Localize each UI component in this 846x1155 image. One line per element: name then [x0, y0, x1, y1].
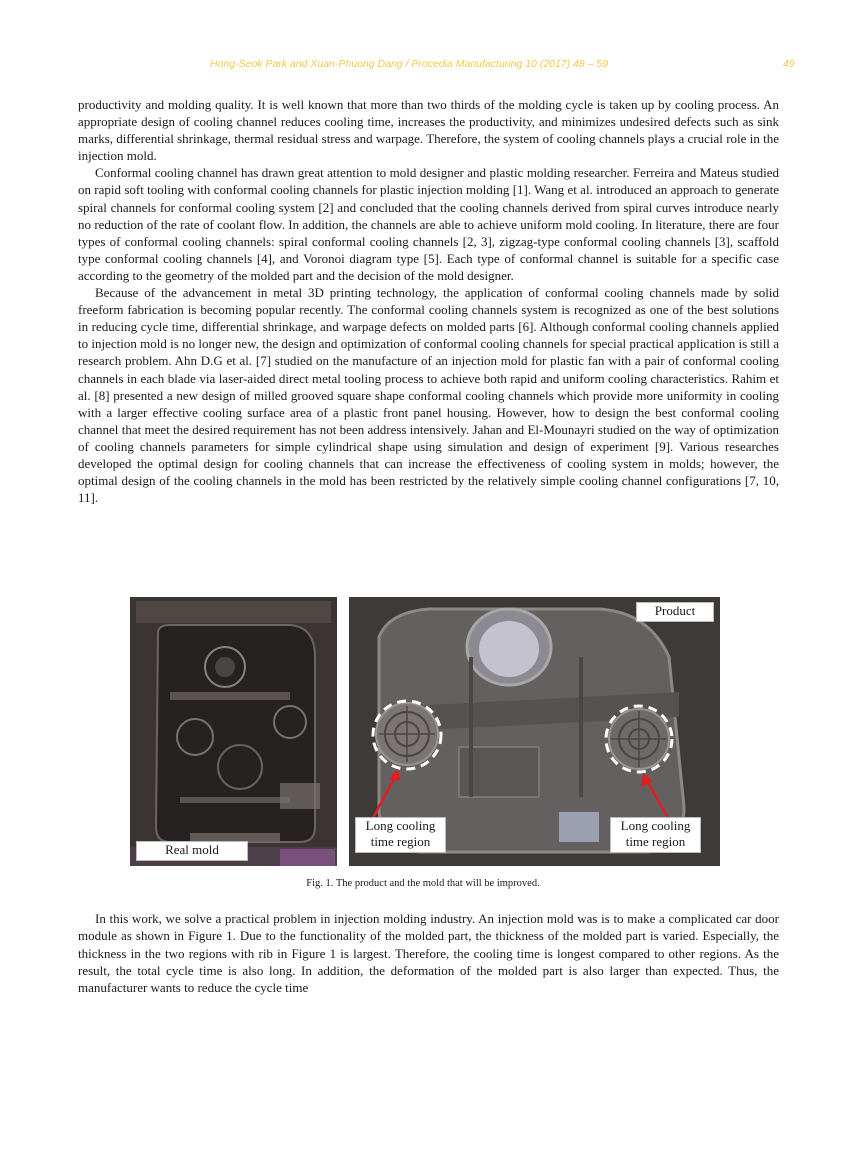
long-cooling-label-left	[355, 817, 446, 853]
highlight-circle-right	[606, 706, 672, 772]
paragraph: In this work, we solve a practical problem in injection molding industry. An injection mold was is to make a complicated car door module as shown in Figure 1. Due to the functionality of the molded part, the thickness of the molded part is varied. Especially, the thickness in the two regions with rib in Figure 1 is largest. Therefore, the cooling time is longest compared to other regions. As the result, the total cycle time is also long. In addition, the deformation of the molded part is also larger than expected. Thus, the manufacturer wants to reduce the cycle time	[78, 911, 779, 996]
journal-citation: Hong-Seok Park and Xuan-Phuong Dang / Procedia Manufacturing 10 (2017) 48 – 59	[210, 58, 609, 70]
body-text-top	[78, 96, 779, 506]
highlight-circle-left	[373, 701, 441, 769]
arrow-left-head	[389, 769, 401, 781]
long-cooling-label-right	[610, 817, 701, 853]
running-header	[0, 58, 846, 74]
real-mold-illustration	[130, 597, 337, 866]
arrow-left	[373, 773, 397, 818]
long-cooling-left-line-2: time region	[370, 834, 431, 849]
product-label: Product	[636, 602, 714, 622]
real-mold-label: Real mold	[136, 841, 248, 861]
long-cooling-left-line-1: Long cooling	[365, 818, 436, 833]
long-cooling-right-line-1: Long cooling	[620, 818, 691, 833]
paragraph: productivity and molding quality. It is well known that more than two thirds of the molding cycle is taken up by cooling process. An appropriate design of cooling channel reduces cooling time, increases the productivity, and minimizes undesired defects such as sink marks, differential shrinkage, thermal residual stress and warpage. Therefore, the system of cooling channels plays a crucial role in the injection mold.	[78, 97, 779, 164]
paragraph: Conformal cooling channel has drawn great attention to mold designer and plastic molding researcher. Ferreira and Mateus studied on rapid soft tooling with conformal cooling channels for plastic injection molding [1]. Wang et al. introduced an approach to generate spiral channels for conformal cooling system [2] and concluded that the cooling channels derived from spiral curves introduce nearly no reduction of the rate of coolant flow. In addition, the channels are able to achieve uniform mold cooling. In literature, there are four types of conformal cooling channels: spiral conformal cooling channels [2, 3], zigzag-type conformal cooling channels [3], scaffold type conformal cooling channels [4], and Voronoi diagram type [5]. Each type of conformal channel is suitable for a specific case according to the geometry of the molded part and the decision of the mold designer.	[78, 165, 779, 283]
arrow-right-head	[641, 773, 653, 787]
paragraph: Because of the advancement in metal 3D printing technology, the application of conformal cooling channels made by solid freeform fabrication is becoming popular recently. The conformal cooling channels system is recognized as one of the best solutions in reducing cycle time, differential shrinkage, and warpage defects on molded parts [6]. Although conformal cooling channels applied to injection mold is no longer new, the design and optimization of conformal cooling channels for special practical application is still a research problem. Ahn D.G et al. [7] studied on the manufacture of an injection mold for plastic fan with a pair of conformal cooling channels in each blade via laser-aided direct metal tooling process to achieve both rapid and uniform cooling characteristics. Rahim et al. [8] presented a new design of milled grooved square shape conformal cooling channels which provide more uniformity in cooling with a larger effective cooling surface area of a plastic front panel housing. However, how to design the best conformal cooling channel that meet the desired requirement has not been address intensively. Jahan and El-Mounayri studied on the way of optimization of cooling channels parameters for simple cylindrical shape using simulation and design of experiment [9]. Various researches developed the optimal design for cooling channels that can increase the effectiveness of cooling system in molds; however, the optimal design of the cooling channels in the mold has been restricted by the relatively simple cooling channel configurations [7, 10, 11].	[78, 285, 779, 506]
page-number: 49	[783, 58, 795, 70]
long-cooling-right-line-2: time region	[625, 834, 686, 849]
figure-1	[130, 597, 720, 869]
real-mold-photo	[130, 597, 337, 866]
product-photo	[349, 597, 720, 866]
figure-caption: Fig. 1. The product and the mold that will be improved.	[306, 878, 540, 889]
body-text-bottom	[78, 910, 779, 996]
